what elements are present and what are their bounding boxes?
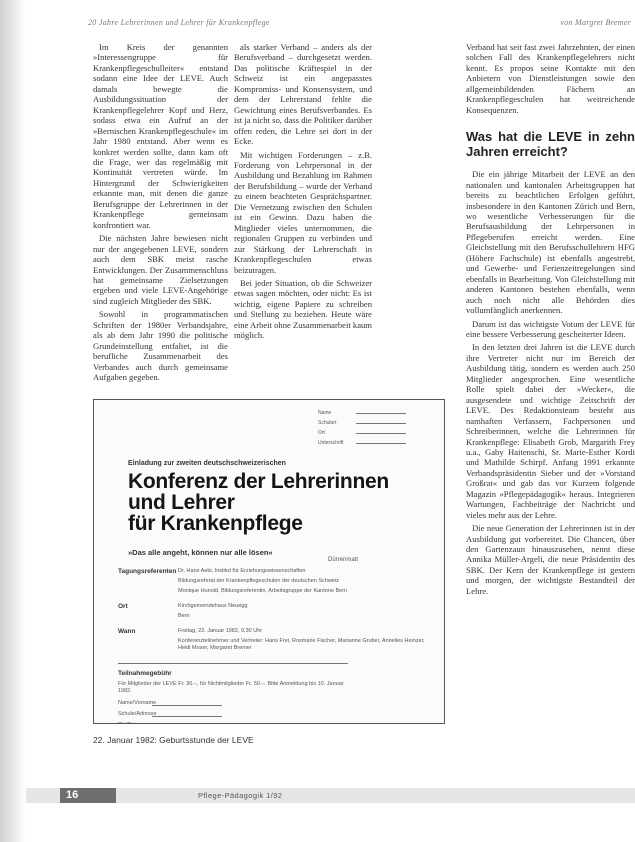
registration-label: Schule/Adresse <box>118 711 157 717</box>
running-head-left: 20 Jahre Lehrerinnen und Lehrer für Krankenpflege <box>88 18 270 27</box>
detail-key: Wann <box>118 628 136 635</box>
publication-name: Pflege-Pädagogik 1/92 <box>198 791 283 800</box>
footer-bar <box>26 788 635 803</box>
paragraph: Die nächsten Jahre bewiesen nicht nur der angegebenen LEVE, sondern auch dem SBK meist rasche Entwicklungen. Der Zusammenschluss hat gemeinsame Zielsetzungen ergeben und viele LEVE-Angehörige sind zugleich Mitglieder des SBK. <box>93 233 228 306</box>
title-line: Konferenz der Lehrerinnen <box>128 470 389 493</box>
paragraph: Sowohl in programmatischen Schriften der 1980er Verbandsjahre, als ab dem Jahr 1990 die politische Grundeinstellung entfaltet, ist die berufliche Zusammenarbeit des Verbandes auch durch gemeinsame Aufgaben gegeben. <box>93 309 228 383</box>
detail-value <box>178 568 347 598</box>
registration-label: Name/Vorname <box>118 700 157 706</box>
detail-line: Freitag, 22. Januar 1982, 9.30 Uhr <box>178 628 263 634</box>
registration-label <box>118 722 152 724</box>
paragraph: Mit wichtigen Forderungen – z.B. Forderung von Lehrpersonal in der Ausbildung und Bezahlung im Rahmen der Berufsbildung – wurde der Verband zu einem beachteten Gesprächspartner. Die Vernetzung zwischen den Schulen ist ein Gewinn. Dazu haben die Mitglieder vieles unternommen, die regionalen Gruppen zu verbinden und zur Stärkung der Lehrerschaft in Krankenpflegeschulen etwas beizutragen. <box>234 149 372 275</box>
running-head <box>88 18 635 27</box>
paragraph: Im Kreis der genannten »Interessengruppe für Krankenpflegeschulleiter« entstand sodann eine Idee der LEVE. Auch damals bewegte die Ausbildungssituation der Krankenpflegelehrer Kopf und Herz, sodass etwa ein Aufruf an der »Bernischen Krankenpflegeschule« im Jahr 1980 entstand. Aber wenn es konkret werden sollte, dann kam oft die Frage, wer das regelmäßig mit Kontinuität vertreten würde. Im Hintergrund der Schwierigkeiten erkannte man, mit denen die ganze Berufsgruppe der Lehrerinnen in der Krankenpflege gemeinsam konfrontiert war. <box>93 42 228 230</box>
fee-text: Für Mitglieder der LEVE Fr. 30.–, für Nichtmitglieder Fr. 50.–. Bitte Anmeldung bis 10. Januar 1982. <box>118 681 344 694</box>
registration-field <box>118 721 434 724</box>
form-field <box>318 438 434 448</box>
motto-source: Dürrenmatt <box>327 557 358 563</box>
form-field <box>318 408 434 418</box>
page-footer <box>26 788 635 804</box>
detail-row <box>118 568 434 598</box>
detail-line: Konferenzteilnehmer und Vertreter: Hans Frei, Rosmarie Fischer, Marianne Gruber, Annelies Heinzer, Heidi Moser, Margaret Bremer <box>178 638 425 651</box>
invitation-motto: »Das alle angeht, können nur alle lösen« <box>128 548 273 557</box>
title-line: und Lehrer <box>128 491 235 514</box>
invitation-kicker: Einladung zur zweiten deutschschweizerischen <box>128 460 286 467</box>
paragraph: Bei jeder Situation, ob die Schweizer etwas sagen möchten, oder nicht: Es ist wichtig, eigene Papiere zu schreiben und Stellung zu beziehen. Heute wäre eine Arbeit ohne Zusammenarbeit kaum möglich. <box>234 277 372 341</box>
detail-line: Dr. Hans Aebi, Institut für Erziehungswissenschaften <box>178 568 306 574</box>
paragraph: In den letzten drei Jahren ist die LEVE durch ihre Vertreter nicht nur im Bereich der Ausbildung tätig, sondern es werden auch 250 Mitglieder angesprochen. Eine wesentliche Rolle spielt dabei der »Wecker«, die ausgesendete und wichtige Zeitschrift der LEVE. Des Redaktionsteam besteht aus namhaften Verfassern, Fachpersonen und Schreiberinnen, welche die Lehrerinnen für Krankenpflege: Elisabeth Grob, Margarith Frey u.a., Gaby Haitenschi, Sr. Marie-Esther Kordi und Mathilde Schirpf. Anfang 1991 erkannte Verbandspräsidentin Sieber und der »Vorstand Großrat« und gab das vor Kurzem folgende Magazin »Pflegepädagogik« heraus. Integrieren Wartungen, Fachbeiträge der Nachricht und vieles mehr aus der Lehre. <box>466 342 635 520</box>
detail-line: Bildungsreferat der Krankenpflegeschulen der deutschen Schweiz <box>178 578 339 584</box>
detail-key: Ort <box>118 603 128 610</box>
registration-field <box>118 710 434 717</box>
invitation-title <box>128 471 434 534</box>
form-field <box>318 428 434 438</box>
paragraph: als starker Verband – anders als der Berufsverband – durchgesetzt werden. Das politische Kräftespiel in der Schweiz ist ein angepasstes Kompromiss- und Konsensystem, und dem der Lehrerstand fehlte die Gewichtung eines Berufsverbandes. Es ist ja nicht so, dass die Politiker darüber offen reden, die Lehre sei dort in der Ecke. <box>234 42 372 147</box>
form-field-line <box>356 432 406 434</box>
detail-line: Kirchgemeindehaus Neuegg <box>178 603 248 609</box>
detail-value <box>178 628 434 655</box>
paragraph: Die neue Generation der Lehrerinnen ist in der Ausbildung gut vorbereitet. Die Chancen, über den Gartenzaun hinauszusehen, nennt diese Annika Müller-Argeli, die neue Präsidentin des SBK. Der Kern der Krankenpflege ist gestern und morgen, der wichtigste Bestandteil der Lehre. <box>466 523 635 596</box>
detail-value <box>178 603 247 623</box>
registration-line <box>152 721 222 724</box>
registration-line <box>152 710 222 717</box>
figure-caption: 22. Januar 1982: Geburtsstunde der LEVE <box>93 735 254 745</box>
detail-row <box>118 603 434 623</box>
text-column-1 <box>93 42 228 386</box>
divider <box>118 663 348 664</box>
paragraph: Verband hat seit fast zwei Jahrzehnten, der einen solchen Fall des Krankenpflegelehrers nicht kennt. Es propos seine Kontakte mit den Anbietern von Dienstleistungen sowie den allgemeinbildenden Fächern an Krankenpflegeschulen hat weitreichende Konsequenzen. <box>466 42 635 115</box>
title-line: für Krankenpflege <box>128 512 303 535</box>
form-field <box>318 418 434 428</box>
text-column-2 <box>234 42 372 344</box>
detail-key: Tagungsreferenten <box>118 568 177 575</box>
paragraph: Die ein jährige Mitarbeit der LEVE an den nationalen und kantonalen Arbeitsgruppen hat bereits zu beachtlichen Erfolgen geführt, insbesondere in den Kantonen Zürich und Bern, wo wesentliche Verbesserungen für die Berufsausbildung der Lehrpersonen in Pflegeberufen erreicht werden. Eine Gleichstellung mit den Berufsschullehrern HFG (Höhere Fachschule) ist ebenfalls angestrebt, und Gewerbe- und Ferienzeitregelungen sind ebenfalls in Bearbeitung. Von Gleichstellung mit anderen Kantonen bestehen ebenfalls, wenn auch noch nicht alle Behörden dies vollumfänglich anerkennen. <box>466 169 635 316</box>
invitation-content <box>118 408 434 715</box>
page-gutter-shadow <box>0 0 26 842</box>
registration-line <box>152 699 222 706</box>
form-field-label: Name <box>318 410 332 416</box>
form-field-label: Ort <box>318 430 325 436</box>
running-head-right: von Margret Bremer <box>560 18 631 27</box>
text-column-3 <box>466 42 635 599</box>
form-field-line <box>356 422 406 424</box>
form-field-line <box>356 412 406 414</box>
detail-row <box>118 628 434 655</box>
registration-field <box>118 699 434 706</box>
detail-line: Bern <box>178 613 190 619</box>
detail-line: Monique Hunold, Bildungsreferentin, Arbeitsgruppe der Kantone Bern <box>178 588 348 594</box>
page-number: 16 <box>60 788 116 803</box>
form-field-line <box>356 442 406 444</box>
section-heading: Was hat die LEVE in zehn Jahren erreicht? <box>466 129 635 160</box>
form-field-label: Schulort <box>318 420 337 426</box>
invitation-figure <box>93 399 445 724</box>
form-field-label: Unterschrift <box>318 440 344 446</box>
paragraph: Darum ist das wichtigste Votum der LEVE für eine bessere Verbesserung gescheiterter Ideen. <box>466 318 635 339</box>
fee-heading: Teilnahmegebühr <box>118 670 172 677</box>
